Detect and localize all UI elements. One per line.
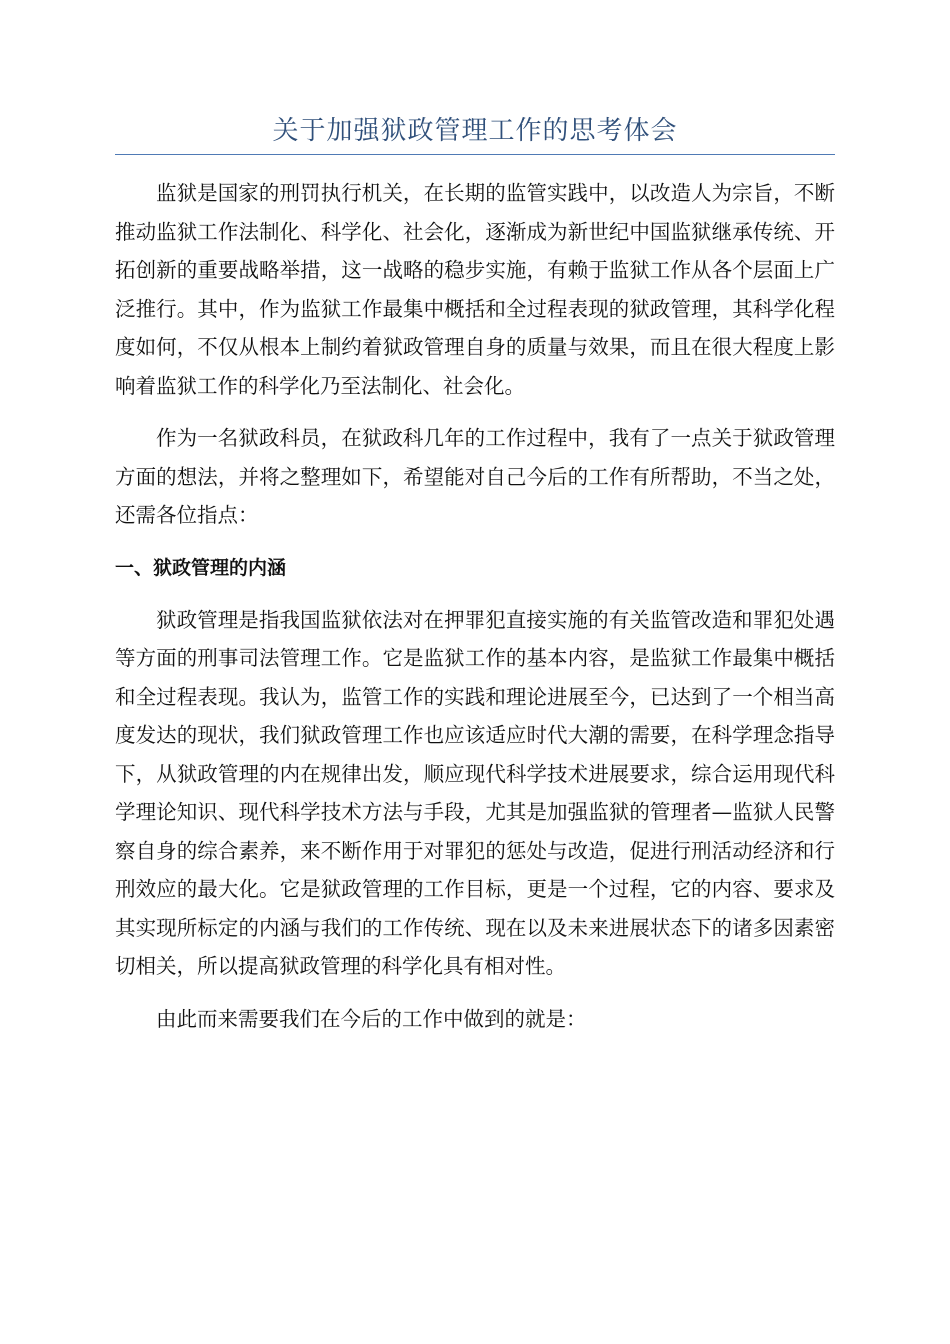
- paragraph-author-note: 作为一名狱政科员，在狱政科几年的工作过程中，我有了一点关于狱政管理方面的想法，并将之整理如下，希望能对自己今后的工作有所帮助，不当之处，还需各位指点：: [115, 426, 835, 527]
- paragraph-definition: 狱政管理是指我国监狱依法对在押罪犯直接实施的有关监管改造和罪犯处遇等方面的刑事司法管理工作。它是监狱工作的基本内容，是监狱工作最集中概括和全过程表现。我认为，监管工作的实践和理论进展至今，已达到了一个相当高度发达的现状，我们狱政管理工作也应该适应时代大潮的需要，在科学理念指导下，从狱政管理的内在规律出发，顺应现代科学技术进展要求，综合运用现代科学理论知识、现代科学技术方法与手段，尤其是加强监狱的管理者—监狱人民警察自身的综合素养，来不断作用于对罪犯的惩处与改造，促进行刑活动经济和行刑效应的最大化。它是狱政管理的工作目标，更是一个过程，它的内容、要求及其实现所标定的内涵与我们的工作传统、现在以及未来进展状态下的诸多因素密切相关，所以提高狱政管理的科学化具有相对性。: [115, 607, 835, 978]
- paragraph-intro: 监狱是国家的刑罚执行机关，在长期的监管实践中，以改造人为宗旨，不断推动监狱工作法制化、科学化、社会化，逐渐成为新世纪中国监狱继承传统、开拓创新的重要战略举措，这一战略的稳步实施，有赖于监狱工作从各个层面上广泛推行。其中，作为监狱工作最集中概括和全过程表现的狱政管理，其科学化程度如何，不仅从根本上制约着狱政管理自身的质量与效果，而且在很大程度上影响着监狱工作的科学化乃至法制化、社会化。: [115, 181, 835, 398]
- title-underline: [115, 154, 835, 155]
- section-heading: 一、狱政管理的内涵: [115, 556, 287, 579]
- document-body: [115, 174, 835, 1038]
- document-title: 关于加强狱政管理工作的思考体会: [272, 116, 678, 146]
- paragraph-conclusion-lead: 由此而来需要我们在今后的工作中做到的就是：: [156, 1006, 587, 1031]
